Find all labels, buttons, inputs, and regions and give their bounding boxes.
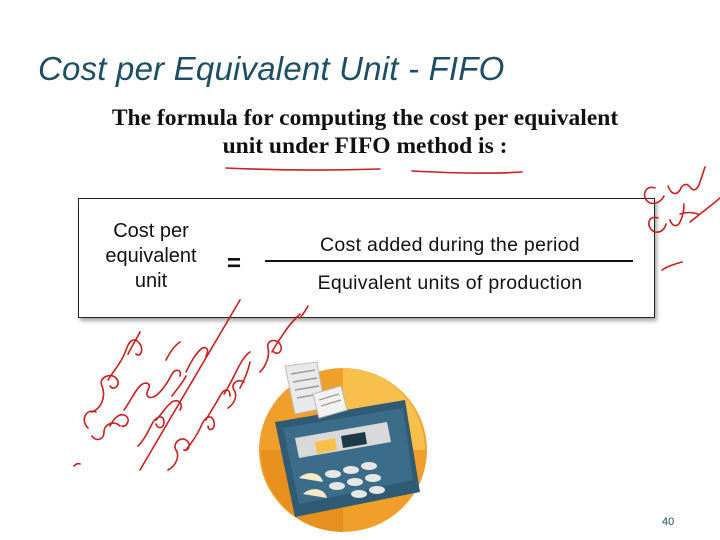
lhs-line-3: unit xyxy=(134,270,168,292)
scribble-left-line-1 xyxy=(140,300,240,470)
fraction-bar xyxy=(265,260,633,262)
formula-numerator: Cost added during the period xyxy=(320,234,580,256)
scribble-left-3 xyxy=(138,348,208,446)
scribble-dot xyxy=(74,464,80,466)
underline-stroke-1 xyxy=(226,168,380,170)
scribble-left-2 xyxy=(92,342,180,439)
equals-sign: = xyxy=(227,250,242,277)
scribble-right-6 xyxy=(662,262,682,270)
scribble-left-5 xyxy=(228,362,250,408)
intro-line-2: unit under FIFO method is : xyxy=(222,133,508,159)
formula-lhs xyxy=(87,219,215,294)
formula-box xyxy=(78,198,655,318)
slide-title: Cost per Equivalent Unit - FIFO xyxy=(38,50,505,87)
lhs-line-1: Cost per xyxy=(113,220,189,242)
intro-line-1: The formula for computing the cost per equivalent xyxy=(111,105,619,131)
lhs-line-2: equivalent xyxy=(105,245,197,267)
scribble-right-5 xyxy=(690,198,720,222)
scribble-right-4 xyxy=(670,204,698,226)
calculator-clipart xyxy=(255,352,430,534)
scribble-right-2 xyxy=(668,167,705,193)
underline-stroke-2 xyxy=(412,171,522,173)
intro-text xyxy=(20,104,710,160)
page-number: 40 xyxy=(662,516,675,528)
formula-denominator: Equivalent units of production xyxy=(317,272,583,294)
scribble-left-1 xyxy=(84,332,141,428)
scribble-left-4 xyxy=(168,352,250,470)
